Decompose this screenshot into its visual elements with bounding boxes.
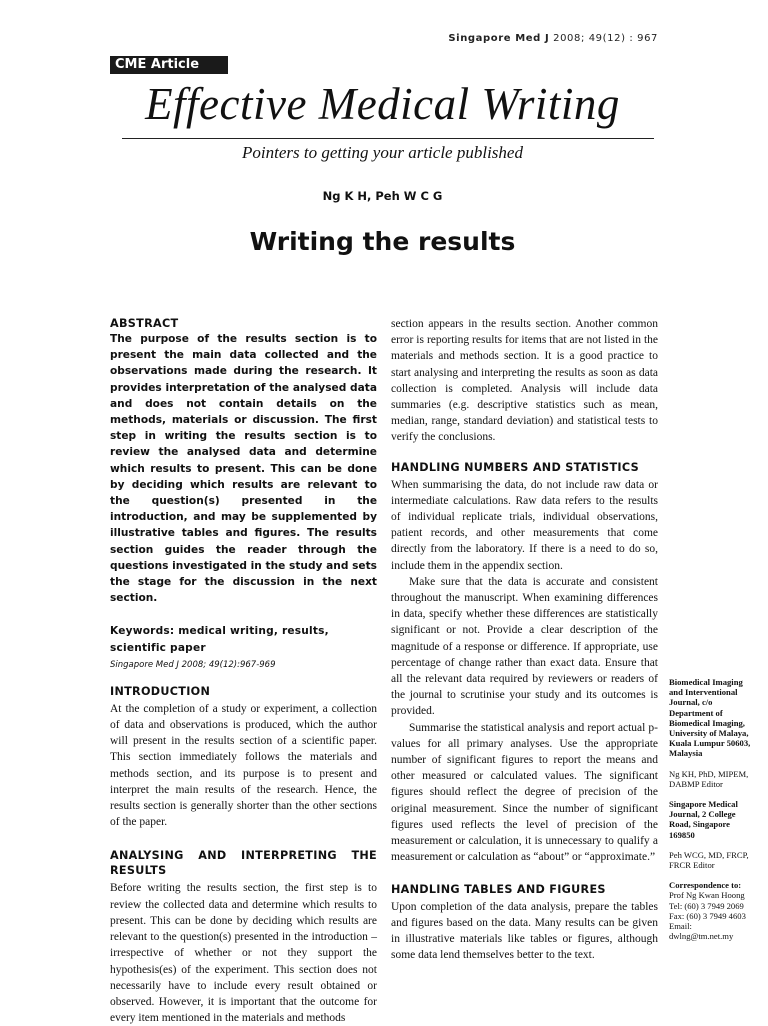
numbers-para-3: Summarise the statistical analysis and report actual p-values for all primary analyses. Use the appropriate number of significant figures to report the means and other measured or calculated values. The significant figures should reflect the degree of precision of the original measurement. Since the number of significant figures used reflects the level of precision of the measurement or calculation, it is unnecessary to qualify a measurement or calculation as “about” or “approximate.” [391, 721, 658, 864]
correspondence-email: Email: dwlng@tm.net.my [669, 921, 734, 942]
author-2-credentials: Peh WCG, MD, FRCP, FRCR Editor [669, 849, 749, 871]
abstract-text: The purpose of the results section is to present the main data collected and the observations made during the research. It provides interpretation of the analysed data and does not contain details on the methods, materials or discussion. The first step in writing the results section is to review the analysed data and determine which results to present. This can be done by deciding which results are relevant to the question(s) presented in the introduction, and may be supplemented by illustrative tables and figures. The results section guides the reader through the questions investigated in the study and sets the stage for the discussion in the next section. [110, 333, 377, 605]
authors: Ng K H, Peh W C G [322, 189, 443, 203]
numbers-para-1: When summarising the data, do not include raw data or intermediate calculations. Raw data refers to the results of individual replicate trials, individual observations, patient records, and other measurements that come directly from the laboratory. If there is a need to do so, include them in the appendix section. [391, 478, 658, 572]
series-subtitle: Pointers to getting your article published [242, 143, 523, 162]
analysing-heading: ANALYSING AND INTERPRETING THE RESULTS [110, 849, 377, 878]
abstract-heading: ABSTRACT [110, 317, 179, 330]
right-column [391, 316, 658, 963]
tables-text: Upon completion of the data analysis, prepare the tables and figures based on the data. Many results can be given in illustrative materials like tables or figures, although some data lend themselves better to the text. [391, 900, 658, 962]
correspondence-heading: Correspondence to: [669, 880, 742, 891]
article-citation: Singapore Med J 2008; 49(12):967-969 [110, 659, 276, 670]
affiliations-sidebar [669, 677, 757, 941]
tables-heading: HANDLING TABLES AND FIGURES [391, 882, 606, 896]
correspondence-fax: Fax: (60) 3 7949 4603 [669, 910, 746, 921]
numbers-heading: HANDLING NUMBERS AND STATISTICS [391, 460, 639, 474]
analysing-text-part2: section appears in the results section. Another common error is reporting results for items that are not listed in the materials and methods section. It is a good practice to start analysing and interpreting the results as soon as data collection is completed. Analysis will include data summaries (e.g. descriptive statistics such as mean, median, range, standard deviation) and statistical tests to verify the conclusions. [391, 318, 658, 444]
cme-article-badge: CME Article [110, 56, 228, 74]
left-column [110, 316, 377, 1026]
series-title: Effective Medical Writing [145, 79, 620, 129]
numbers-para-2: Make sure that the data is accurate and consistent throughout the manuscript. When examining differences in data, specify whether these differences are statistically significant or not. Provide a clear description of the magnitude of a response or difference. If appropriate, use percentage of change rather than exact data. Ensure that all the relevant data required by reviewers or readers of the journal to scrutinise your study and its outcomes is provided. [391, 575, 658, 718]
journal-name: Singapore Med J [448, 33, 550, 44]
title-divider [122, 138, 654, 139]
article-title: Writing the results [249, 227, 516, 256]
analysing-text-part1: Before writing the results section, the first step is to review the collected data and determine which results to present. This can be done by deciding which results are relevant to the question(s) presented in the introduction – irrespective of whether or not they support the hypothesis(es) of the experiment. This section does not necessarily have to include every result obtained or observed. However, it is important that the outcome for every item mentioned in the materials and methods [110, 882, 377, 1025]
affiliation-2: Singapore Medical Journal, 2 College Road, Singapore 169850 [669, 799, 738, 840]
introduction-text: At the completion of a study or experiment, a collection of data and observations is produced, which the author will present in the results section of a scientific paper. This section immediately follows the materials and methods section, and its purpose is to present and interpret the main results of the research. Hence, the results section is generally shorter than the other sections of the paper. [110, 702, 377, 829]
correspondence-name: Prof Ng Kwan Hoong [669, 890, 745, 901]
journal-details: 2008; 49(12) : 967 [553, 33, 658, 44]
correspondence-tel: Tel: (60) 3 7949 2069 [669, 900, 744, 911]
journal-citation-header [448, 33, 658, 44]
affiliation-1: Biomedical Imaging and Interventional Journal, c/o Department of Biomedical Imaging, University of Malaya, Kuala Lumpur 50603, Malaysia [669, 677, 751, 759]
keywords: Keywords: medical writing, results, scientific paper [110, 625, 329, 654]
author-1-credentials: Ng KH, PhD, MIPEM, DABMP Editor [669, 768, 749, 789]
introduction-heading: INTRODUCTION [110, 684, 211, 698]
